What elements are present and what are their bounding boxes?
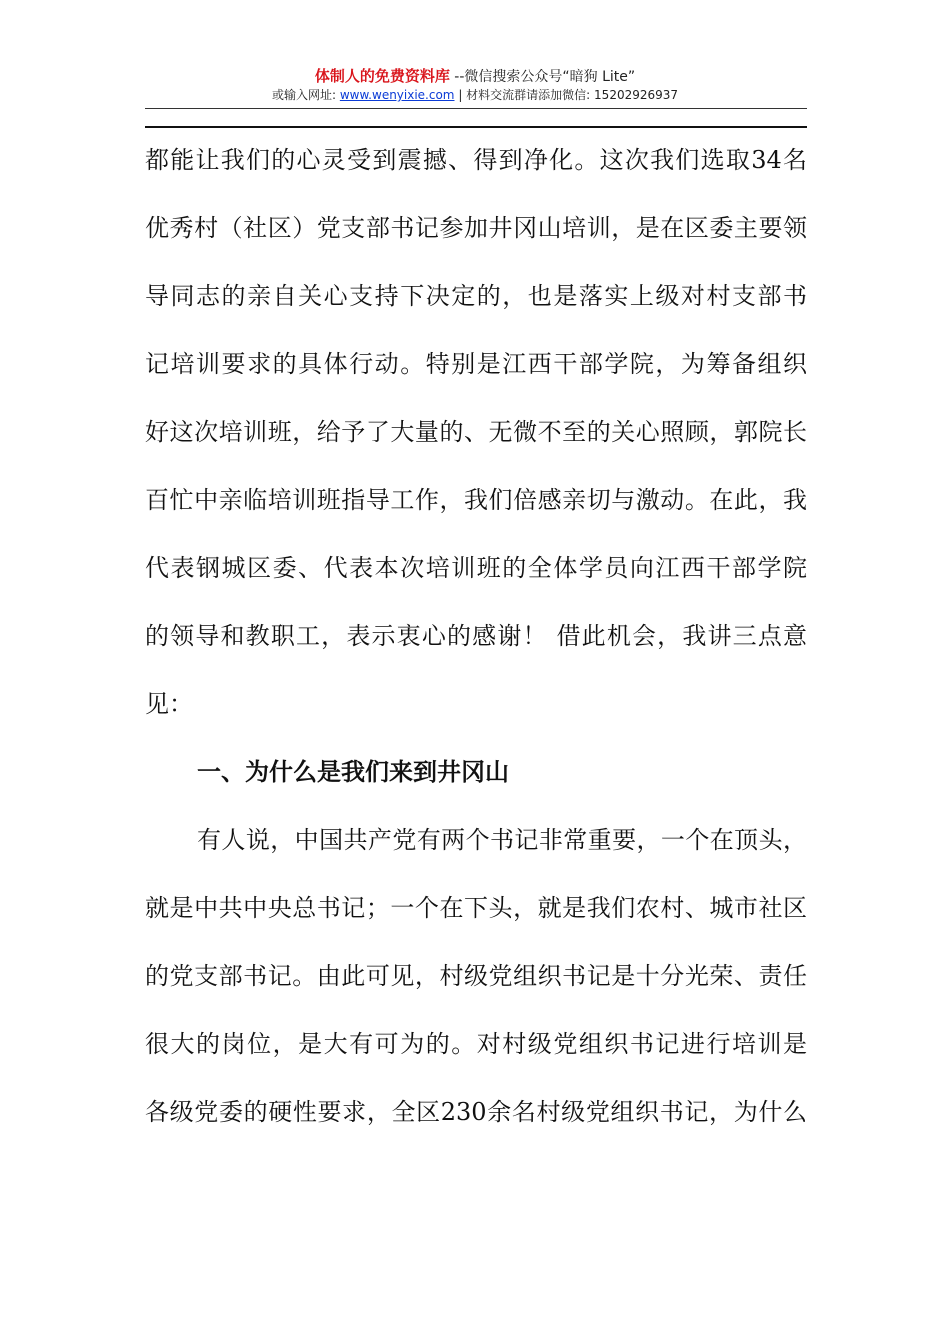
page-header xyxy=(0,66,950,104)
document-body xyxy=(145,133,807,1139)
text-line: 各级党委的硬性要求，全区230余名村级党组织书记，为什么 xyxy=(145,1098,807,1126)
brand-title: 体制人的免费资料库 xyxy=(314,67,450,85)
section-heading: 一、为什么是我们来到井冈山 xyxy=(197,758,509,786)
text-line: 百忙中亲临培训班指导工作，我们倍感亲切与激动。在此，我 xyxy=(145,486,807,514)
text-line: 导同志的亲自关心支持下决定的，也是落实上级对村支部书 xyxy=(145,282,807,310)
header-tagline: --微信搜索公众号“暗狗 Lite” xyxy=(454,69,636,85)
text-line: 的党支部书记。由此可见，村级党组织书记是十分光荣、责任 xyxy=(145,962,807,990)
url-prefix: 或输入网址: xyxy=(271,88,337,102)
text-line: 优秀村（社区）党支部书记参加井冈山培训，是在区委主要领 xyxy=(145,214,807,242)
text-line: 有人说，中国共产党有两个书记非常重要，一个在顶头， xyxy=(197,826,807,854)
header-divider xyxy=(145,108,807,109)
text-line: 的领导和教职工，表示衷心的感谢！ 借此机会，我讲三点意 xyxy=(145,622,807,650)
website-link[interactable]: www.wenyixie.com xyxy=(339,88,455,102)
text-line: 都能让我们的心灵受到震撼、得到净化。这次我们选取34名 xyxy=(145,146,807,174)
text-line: 记培训要求的具体行动。特别是江西干部学院，为筹备组织 xyxy=(145,350,807,378)
header-banner xyxy=(0,66,950,87)
text-line: 代表钢城区委、代表本次培训班的全体学员向江西干部学院 xyxy=(145,554,807,582)
paragraph-2 xyxy=(145,813,807,1139)
text-line: 见： xyxy=(145,690,193,718)
paragraph-1 xyxy=(145,133,807,745)
text-line: 很大的岗位，是大有可为的。对村级党组织书记进行培训是 xyxy=(145,1030,807,1058)
header-contact-line xyxy=(0,87,950,104)
text-line: 就是中共中央总书记；一个在下头，就是我们农村、城市社区 xyxy=(145,894,807,922)
text-line: 好这次培训班，给予了大量的、无微不至的关心照顾，郭院长 xyxy=(145,418,807,446)
body-top-rule xyxy=(145,126,807,128)
contact-info: | 材料交流群请添加微信: 15202926937 xyxy=(458,88,679,102)
